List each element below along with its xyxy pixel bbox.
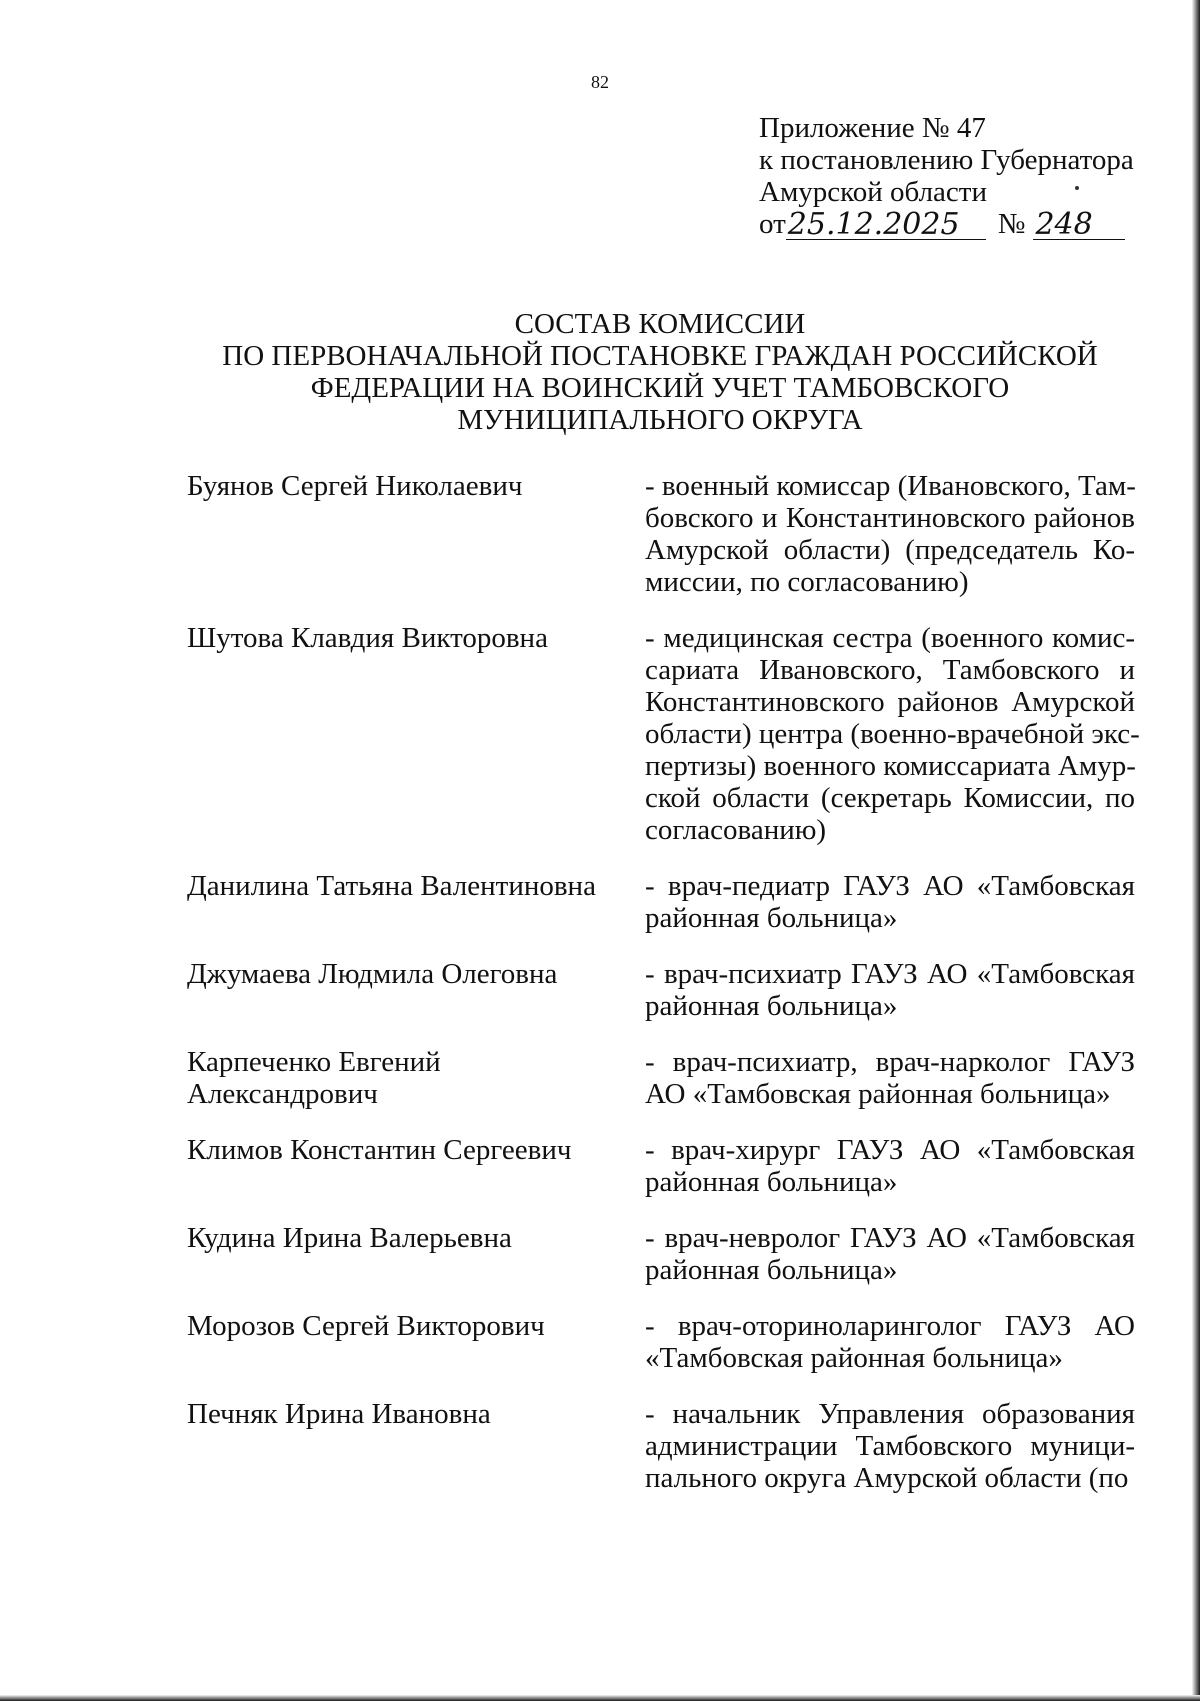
member-role-line: районная больница» — [645, 902, 898, 934]
member-name-line: Буянов Сергей Николаевич — [187, 470, 523, 502]
member-role — [645, 622, 1140, 846]
document-title — [150, 308, 1170, 436]
member-name-line: Кудина Ирина Валерьевна — [187, 1222, 512, 1254]
member-name — [187, 1310, 645, 1374]
member-role-line: - врач-психиатр ГАУЗ АО «Тамбовская — [645, 958, 1135, 990]
member-row — [187, 958, 1135, 1022]
member-role — [645, 1398, 1135, 1494]
title-line-2: ПО ПЕРВОНАЧАЛЬНОЙ ПОСТАНОВКЕ ГРАЖДАН РОССИЙСКОЙ — [222, 340, 1098, 372]
number-prefix: № — [997, 208, 1026, 240]
title-line-3: ФЕДЕРАЦИИ НА ВОИНСКИЙ УЧЕТ ТАМБОВСКОГО — [310, 372, 1010, 404]
member-name — [187, 470, 645, 598]
member-name — [187, 1222, 645, 1286]
member-role-line: районная больница» — [645, 1254, 898, 1286]
member-role-line: районная больница» — [645, 1166, 898, 1198]
member-role-line: АО «Тамбовская районная больница» — [645, 1078, 1111, 1110]
member-role-line: - медицинская сестра (военного комис- — [645, 622, 1135, 654]
scan-edge-bottom — [0, 1695, 1200, 1701]
member-role-line: - начальник Управления образования — [645, 1398, 1135, 1430]
title-line-4: МУНИЦИПАЛЬНОГО ОКРУГА — [457, 404, 863, 436]
member-role — [645, 1310, 1135, 1374]
appendix-date-number-line — [759, 208, 1159, 240]
member-row — [187, 1398, 1135, 1494]
members-list — [187, 470, 1140, 1518]
member-role-line: пертизы) военного комиссариата Амур- — [645, 750, 1136, 782]
member-name-line: Александрович — [187, 1078, 378, 1110]
member-row — [187, 622, 1140, 846]
member-role-line: ской области (секретарь Комиссии, по — [645, 782, 1135, 814]
member-name-line: Шутова Клавдия Викторовна — [187, 622, 548, 654]
member-role-line: области) центра (военно-врачебной экс- — [645, 718, 1140, 750]
member-name-line: Печняк Ирина Ивановна — [187, 1398, 491, 1430]
appendix-line-1: Приложение № 47 — [759, 112, 986, 144]
member-role — [645, 1134, 1135, 1198]
member-role-line: - врач-невролог ГАУЗ АО «Тамбовская — [645, 1222, 1135, 1254]
scan-speck — [1075, 186, 1079, 190]
handwritten-date: 25.12.2025 — [786, 211, 986, 240]
member-row — [187, 470, 1135, 598]
member-role — [645, 958, 1135, 1022]
member-role-line: Амурской области) (председатель Ко- — [645, 534, 1135, 566]
member-role-line: - врач-педиатр ГАУЗ АО «Тамбовская — [645, 870, 1135, 902]
member-role-line: сариата Ивановского, Тамбовского и — [645, 654, 1135, 686]
member-role-line: бовского и Константиновского районов — [645, 502, 1135, 534]
member-row — [187, 1046, 1135, 1110]
member-role-line: администрации Тамбовского муници- — [645, 1430, 1135, 1462]
member-row — [187, 1222, 1135, 1286]
member-role-line: - военный комиссар (Ивановского, Там- — [645, 470, 1136, 502]
member-name-line: Морозов Сергей Викторович — [187, 1310, 545, 1342]
appendix-header — [759, 112, 1159, 240]
title-line-1: СОСТАВ КОМИССИИ — [514, 308, 806, 340]
member-name — [187, 1046, 645, 1110]
member-row — [187, 1134, 1135, 1198]
member-name — [187, 622, 645, 846]
date-prefix: от — [759, 208, 786, 240]
member-name — [187, 958, 645, 1022]
appendix-line-3: Амурской области — [759, 176, 987, 208]
member-role-line: Константиновского районов Амурской — [645, 686, 1135, 718]
member-role-line: «Тамбовская районная больница» — [645, 1342, 1063, 1374]
member-role-line: - врач-психиатр, врач-нарколог ГАУЗ — [645, 1046, 1135, 1078]
member-row — [187, 1310, 1135, 1374]
member-name — [187, 870, 645, 934]
member-name-line: Карпеченко Евгений — [187, 1046, 441, 1078]
member-role-line: миссии, по согласованию) — [645, 566, 969, 598]
appendix-line-2: к постановлению Губернатора — [759, 144, 1134, 176]
member-role-line: согласованию) — [645, 814, 827, 846]
member-role-line: - врач-оториноларинголог ГАУЗ АО — [645, 1310, 1135, 1342]
member-role-line: - врач-хирург ГАУЗ АО «Тамбовская — [645, 1134, 1135, 1166]
member-name-line: Климов Константин Сергеевич — [187, 1134, 572, 1166]
member-role — [645, 470, 1135, 598]
member-name-line: Данилина Татьяна Валентиновна — [187, 870, 596, 902]
member-role-line: пального округа Амурской области (по — [645, 1462, 1129, 1494]
member-role — [645, 1222, 1135, 1286]
member-name — [187, 1134, 645, 1198]
member-name — [187, 1398, 645, 1494]
member-row — [187, 870, 1135, 934]
handwritten-number: 248 — [1033, 211, 1125, 240]
member-role-line: районная больница» — [645, 990, 898, 1022]
member-name-line: Джумаева Людмила Олеговна — [187, 958, 558, 990]
scan-edge-right — [1192, 0, 1200, 1701]
member-role — [645, 870, 1135, 934]
member-role — [645, 1046, 1135, 1110]
page-number: 82 — [591, 72, 609, 92]
